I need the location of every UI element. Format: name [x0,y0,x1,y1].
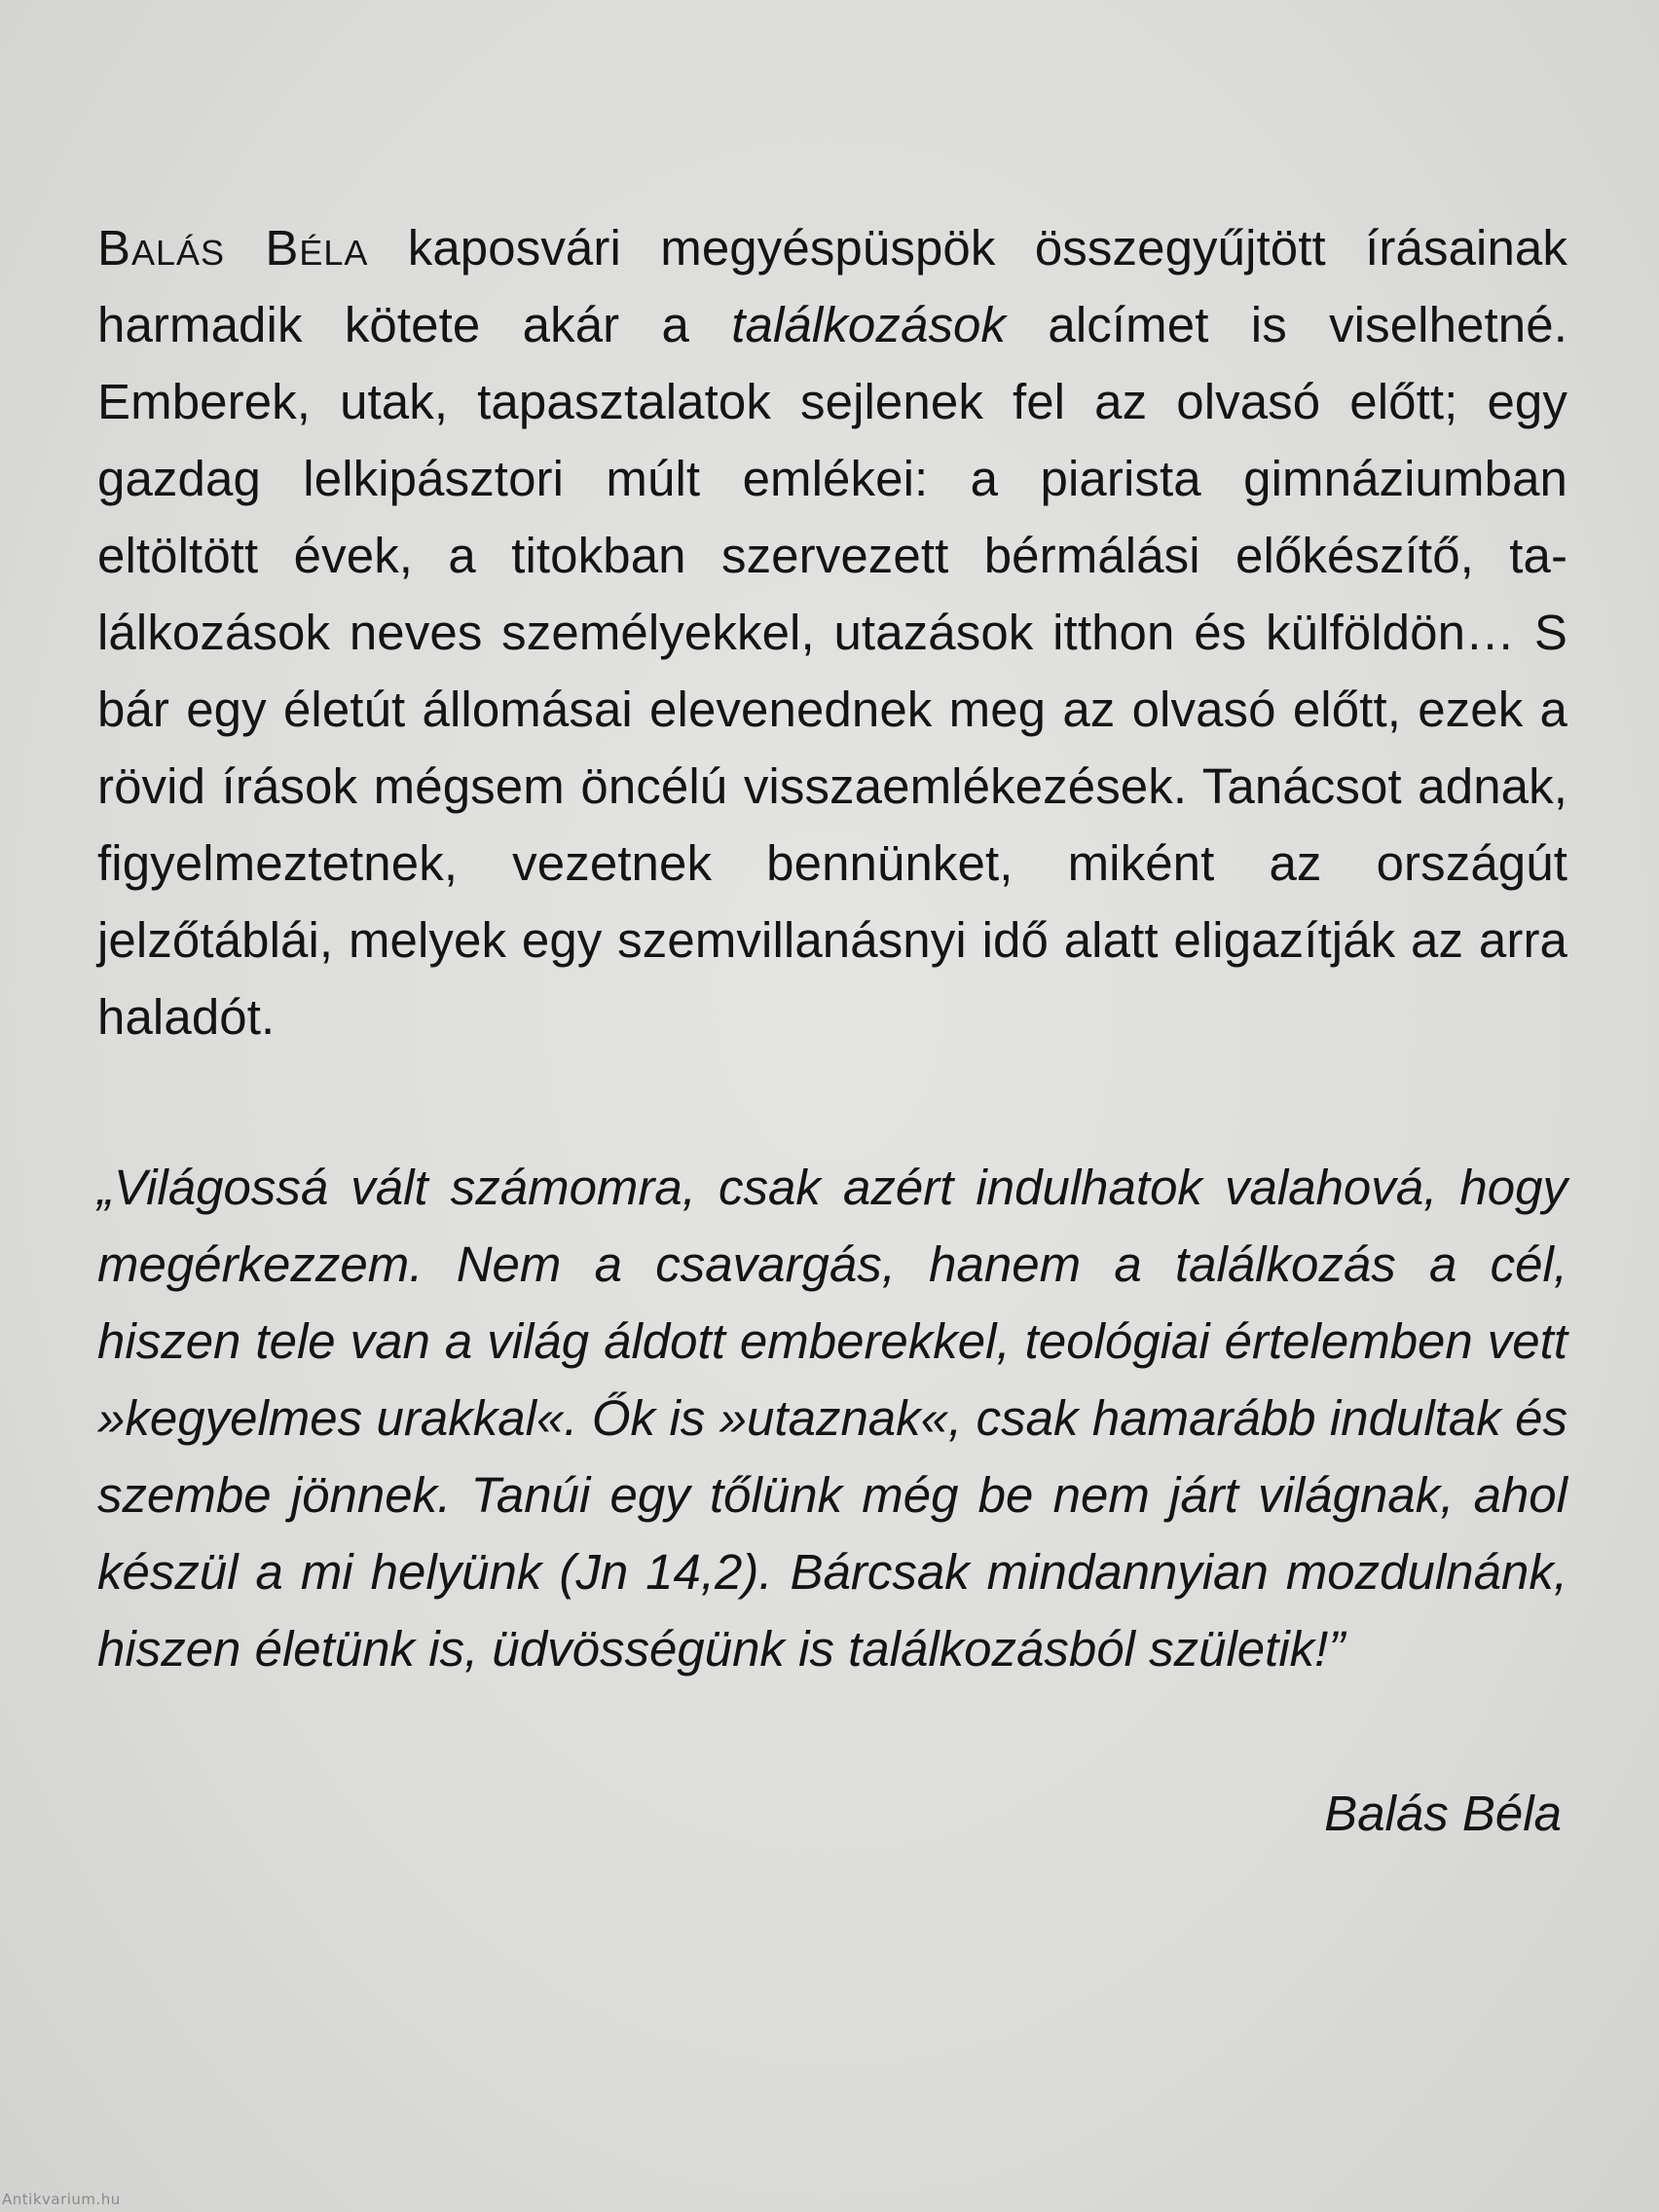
intro-text-part-2: alcímet is viselhetné. Emberek, utak, tapasztalatok sejlenek fel az olvasó előtt; egy gazdag lelkipásztori múlt emlékei: a piarista gimnáziumban eltöltött évek, a titokban szervezett bérmálási előkészítő, találkozások neves személyekkel, utazások itthon és külföldön… S bár egy életút állomásai elevenednek meg az olvasó előtt, ezek a rövid írások mégsem öncélú visszaemlékezések. Tanácsot adnak, figyelmeztetnek, vezetnek bennünket, miként az országút jelzőtáblái, melyek egy szemvillanásnyi idő alatt eligazítják az arra haladót. [97,297,1567,1045]
quote-paragraph: „Világossá vált számomra, csak azért indulhatok valahová, hogy megérkezzem. Nem a csavargás, hanem a találkozás a cél, hiszen tele van a világ áldott emberekkel, teológiai értelemben vett »kegyelmes urakkal«. Ők is »utaznak«, csak hamarább indultak és szembe jönnek. Tanúi egy tőlünk még be nem járt világnak, ahol készül a mi helyünk (Jn 14,2). Bárcsak mindannyian mozdulnánk, hiszen életünk is, üdvösségünk is találkozásból születik!” [97,1160,1567,1677]
subtitle-word: találkozások [731,297,1007,352]
intro-text-part-1: kaposvári megyéspüspök összegyűjtött írásainak harmadik kötete akár a [97,220,1567,352]
watermark: Antikvarium.hu [2,2191,121,2208]
intro-paragraph [97,209,1567,1055]
quote-signature: Balás Béla [1324,1786,1562,1841]
author-name: Balás Béla [97,220,369,276]
